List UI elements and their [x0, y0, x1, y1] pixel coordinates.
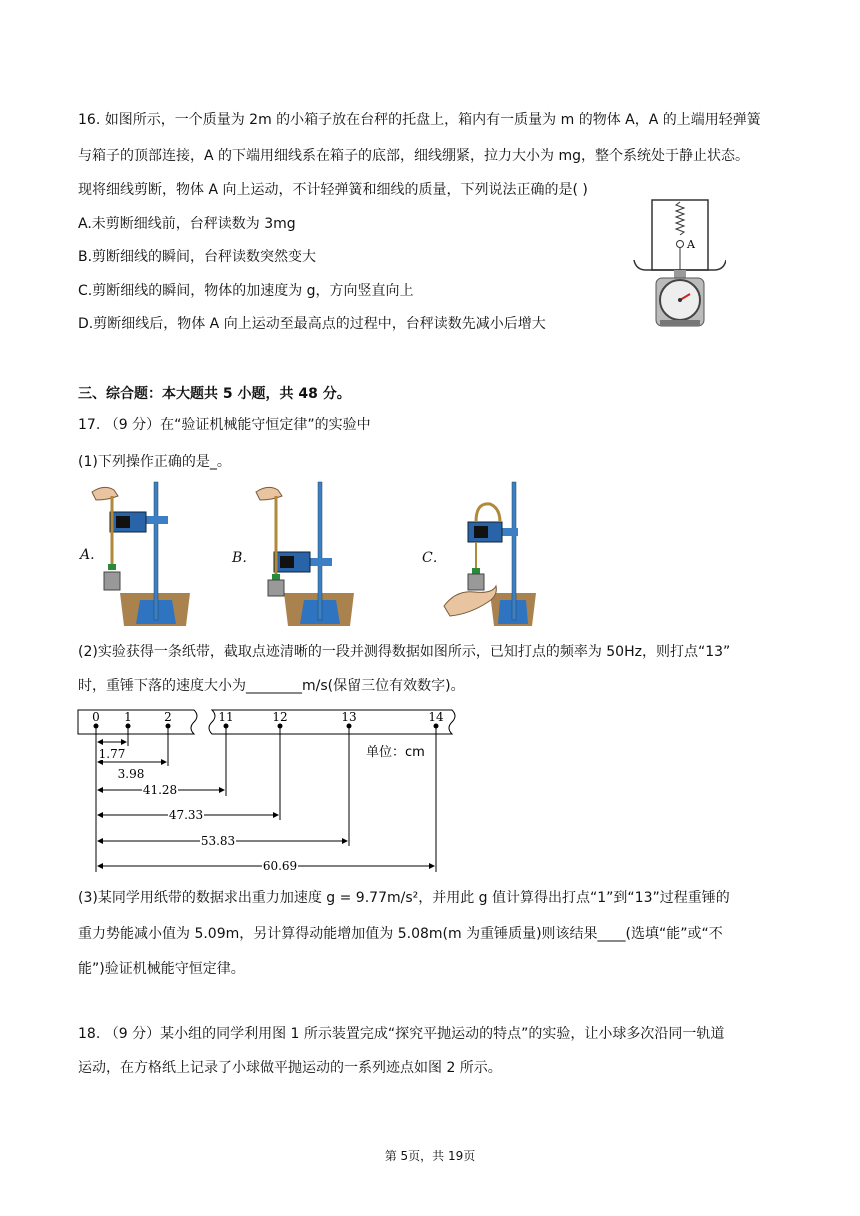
q17-part1: (1)下列操作正确的是_。	[78, 454, 231, 470]
q17-part2-line2: 时，重锤下落的速度大小为________m/s(保留三位有效数字)。	[78, 678, 465, 694]
q18-line2: 运动，在方格纸上记录了小球做平抛运动的一系列迹点如图 2 所示。	[78, 1060, 502, 1076]
q17-part2-line1: (2)实验获得一条纸带，截取点迹清晰的一段并测得数据如图所示，已知打点的频率为 50Hz，则打点“13”	[78, 644, 731, 660]
q18-line1: 18. （9 分）某小组的同学利用图 1 所示装置完成“探究平抛运动的特点”的实验，让小球多次沿同一轨道	[78, 1026, 725, 1042]
q17-option-a-label: A.	[80, 547, 95, 563]
apparatus-c	[440, 478, 540, 628]
q17-part3-line1: (3)某同学用纸带的数据求出重力加速度 g = 9.77m/s²，并用此 g 值计算得出打点“1”到“13”过程重锤的	[78, 890, 730, 906]
q16-line2: 与箱子的顶部连接，A 的下端用细线系在箱子的底部，细线绷紧，拉力大小为 mg，整个系统处于静止状态。	[78, 148, 749, 164]
tape-point-1: 1	[124, 710, 132, 724]
section-3-heading: 三、综合题：本大题共 5 小题，共 48 分。	[78, 386, 351, 402]
tape-point-11: 11	[218, 710, 234, 724]
q16-option-b: B.剪断细线的瞬间，台秤读数突然变大	[78, 249, 317, 265]
tape-point-0: 0	[92, 710, 100, 724]
box-label-a: A	[687, 238, 695, 251]
tape-dist-13: 53.83	[200, 834, 236, 848]
tape-dist-12: 47.33	[168, 808, 204, 822]
tape-point-13: 13	[341, 710, 357, 724]
tape-dist-11: 41.28	[142, 783, 178, 797]
tape-dist-14: 60.69	[262, 859, 298, 873]
q16-option-d: D.剪断细线后，物体 A 向上运动至最高点的过程中，台秤读数先减小后增大	[78, 316, 546, 332]
q16-option-a: A.未剪断细线前，台秤读数为 3mg	[78, 216, 296, 232]
scale-figure	[630, 196, 726, 330]
tape-dist-1: 1.77	[98, 747, 126, 761]
tape-point-12: 12	[272, 710, 288, 724]
q17-option-c-label: C．	[422, 550, 447, 566]
apparatus-a	[90, 478, 190, 628]
q17-part3-line2: 重力势能减小值为 5.09m，另计算得动能增加值为 5.08m(m 为重锤质量)则该结果____(选填“能”或“不	[78, 926, 723, 942]
page-footer: 第 5页，共 19页	[384, 1149, 476, 1163]
tape-point-14: 14	[428, 710, 444, 724]
tape-dist-2: 3.98	[117, 767, 145, 781]
q16-line1: 16. 如图所示，一个质量为 2m 的小箱子放在台秤的托盘上，箱内有一质量为 m 的物体 A，A 的上端用轻弹簧	[78, 112, 761, 128]
q17-part3-line3: 能”)验证机械能守恒定律。	[78, 961, 245, 977]
q16-line3: 现将细线剪断，物体 A 向上运动，不计轻弹簧和细线的质量，下列说法正确的是( )	[78, 182, 588, 198]
q16-option-c: C.剪断细线的瞬间，物体的加速度为 g，方向竖直向上	[78, 283, 414, 299]
paper-tape-figure	[76, 704, 466, 878]
q17-option-b-label: B．	[232, 550, 257, 566]
apparatus-b	[254, 478, 354, 628]
tape-unit-label: 单位：cm	[366, 745, 425, 760]
tape-point-2: 2	[164, 710, 172, 724]
q17-intro: 17. （9 分）在“验证机械能守恒定律”的实验中	[78, 417, 371, 433]
